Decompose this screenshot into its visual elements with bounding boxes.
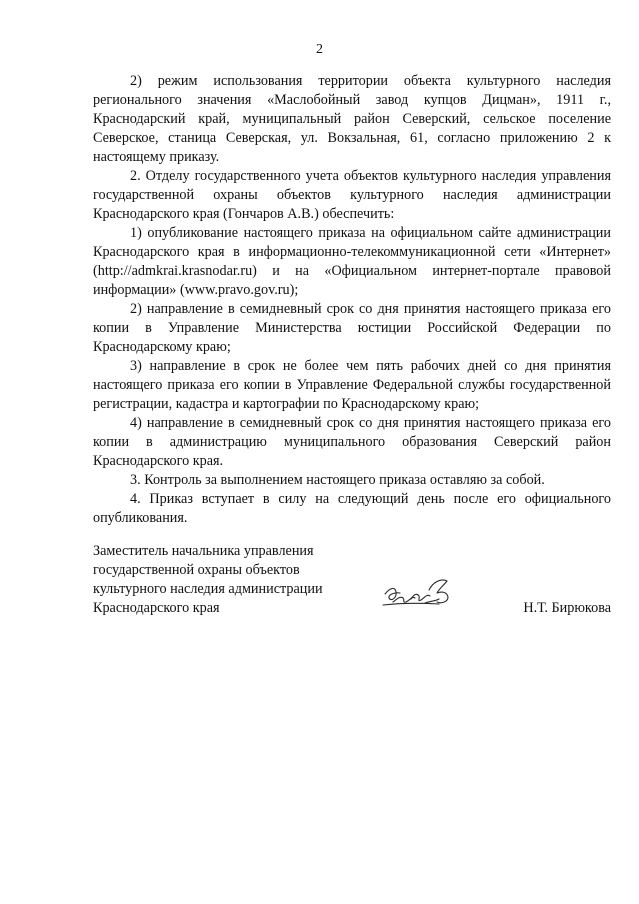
order-body-text [93, 72, 611, 528]
paragraph-effective-date: 4. Приказ вступает в силу на следующий день после его официального опубликования. [93, 491, 611, 526]
handwritten-signature [381, 572, 461, 612]
paragraph-regime-territory: 2) режим использования территории объекта культурного наследия регионального значения «Маслобойный завод купцов Дицман», 1911 г., Краснодарский край, муниципальный район Северский, сельское поселение Северское, станица Северская, ул. Вокзальная, 61, согласно приложению 2 к настоящему приказу. [93, 73, 611, 165]
signer-position-line: Заместитель начальника управления [93, 543, 314, 559]
paragraph-control: 3. Контроль за выполнением настоящего приказа оставляю за собой. [130, 472, 545, 488]
page-number: 2 [316, 42, 323, 57]
signer-position [93, 542, 373, 618]
signer-position-line: государственной охраны объектов [93, 562, 300, 578]
paragraph-accounting-department: 2. Отделу государственного учета объектов культурного наследия управления государственной охраны объектов культурного наследия администрации Краснодарского края (Гончаров А.В.) обеспечить: [93, 168, 611, 222]
signature-block [93, 542, 611, 622]
paragraph-publication: 1) опубликование настоящего приказа на официальном сайте администрации Краснодарского края в информационно-телекоммуникационной сети «Интернет» (http://admkrai.krasnodar.ru) и на «Официальном интернет-портале правовой информации» (www.pravo.gov.ru); [93, 225, 611, 298]
paragraph-rosreestr: 3) направление в срок не более чем пять рабочих дней со дня принятия настоящего приказа его копии в Управление Федеральной службы государственной регистрации, кадастра и картографии по Краснодарскому краю; [93, 358, 611, 412]
signer-position-line: Краснодарского края [93, 600, 220, 616]
paragraph-municipal-administration: 4) направление в семидневный срок со дня принятия настоящего приказа его копии в администрацию муниципального образования Северский район Краснодарского края. [93, 415, 611, 469]
signer-name: Н.Т. Бирюкова [523, 600, 611, 616]
paragraph-ministry-justice: 2) направление в семидневный срок со дня принятия настоящего приказа его копии в Управление Министерства юстиции Российской Федерации по Краснодарскому краю; [93, 301, 611, 355]
signer-position-line: культурного наследия администрации [93, 581, 323, 597]
